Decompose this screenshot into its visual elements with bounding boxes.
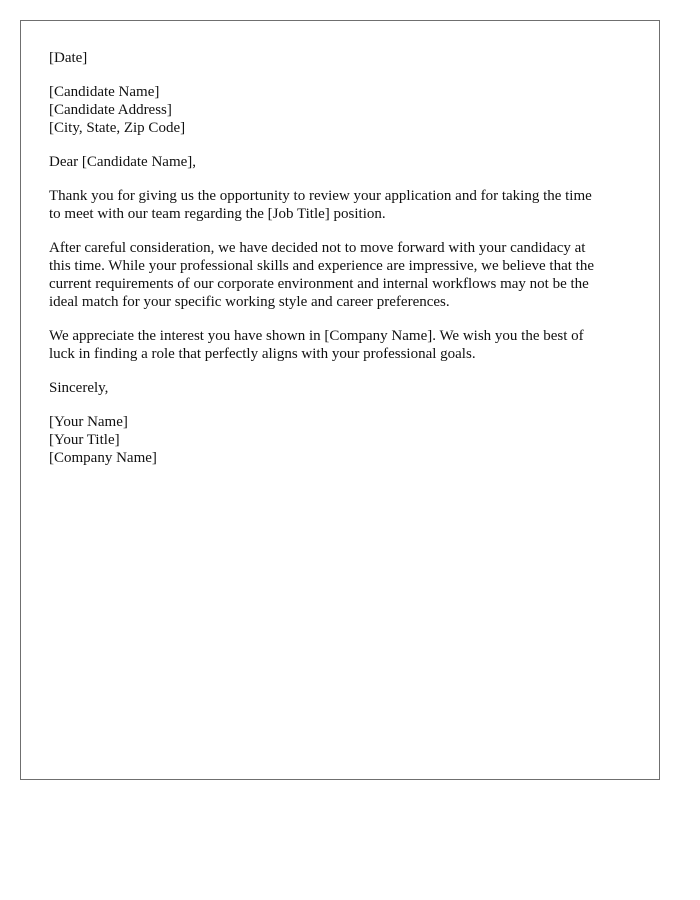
signature-block: [49, 413, 639, 467]
letter-content: [49, 49, 639, 483]
recipient-name: [Candidate Name]: [49, 84, 160, 100]
paragraph-line: current requirements of our corporate environment and internal workflows may not be the: [49, 276, 589, 292]
signature-title: [Your Title]: [49, 432, 120, 448]
paragraph-line: luck in finding a role that perfectly aligns with your professional goals.: [49, 346, 476, 362]
paragraph-line: We appreciate the interest you have shown in [Company Name]. We wish you the best of: [49, 328, 584, 344]
paragraph-3: [49, 327, 639, 363]
recipient-address: [Candidate Address]: [49, 102, 172, 118]
signature-name: [Your Name]: [49, 414, 128, 430]
letter-date: [Date]: [49, 50, 88, 66]
closing-block: [49, 379, 639, 397]
recipient-city-state-zip: [City, State, Zip Code]: [49, 120, 186, 136]
signature-company: [Company Name]: [49, 450, 157, 466]
recipient-address-block: [49, 83, 639, 137]
date-block: [49, 49, 639, 67]
salutation-block: [49, 153, 639, 171]
letter-page: [20, 20, 660, 780]
closing: Sincerely,: [49, 380, 109, 396]
paragraph-line: ideal match for your specific working style and career preferences.: [49, 294, 450, 310]
paragraph-1: [49, 187, 639, 223]
salutation: Dear [Candidate Name],: [49, 154, 197, 170]
paragraph-line: After careful consideration, we have decided not to move forward with your candidacy at: [49, 240, 586, 256]
paragraph-line: Thank you for giving us the opportunity to review your application and for taking the time: [49, 188, 592, 204]
paragraph-line: to meet with our team regarding the [Job Title] position.: [49, 206, 386, 222]
paragraph-line: this time. While your professional skills and experience are impressive, we believe that the: [49, 258, 594, 274]
paragraph-2: [49, 239, 639, 311]
